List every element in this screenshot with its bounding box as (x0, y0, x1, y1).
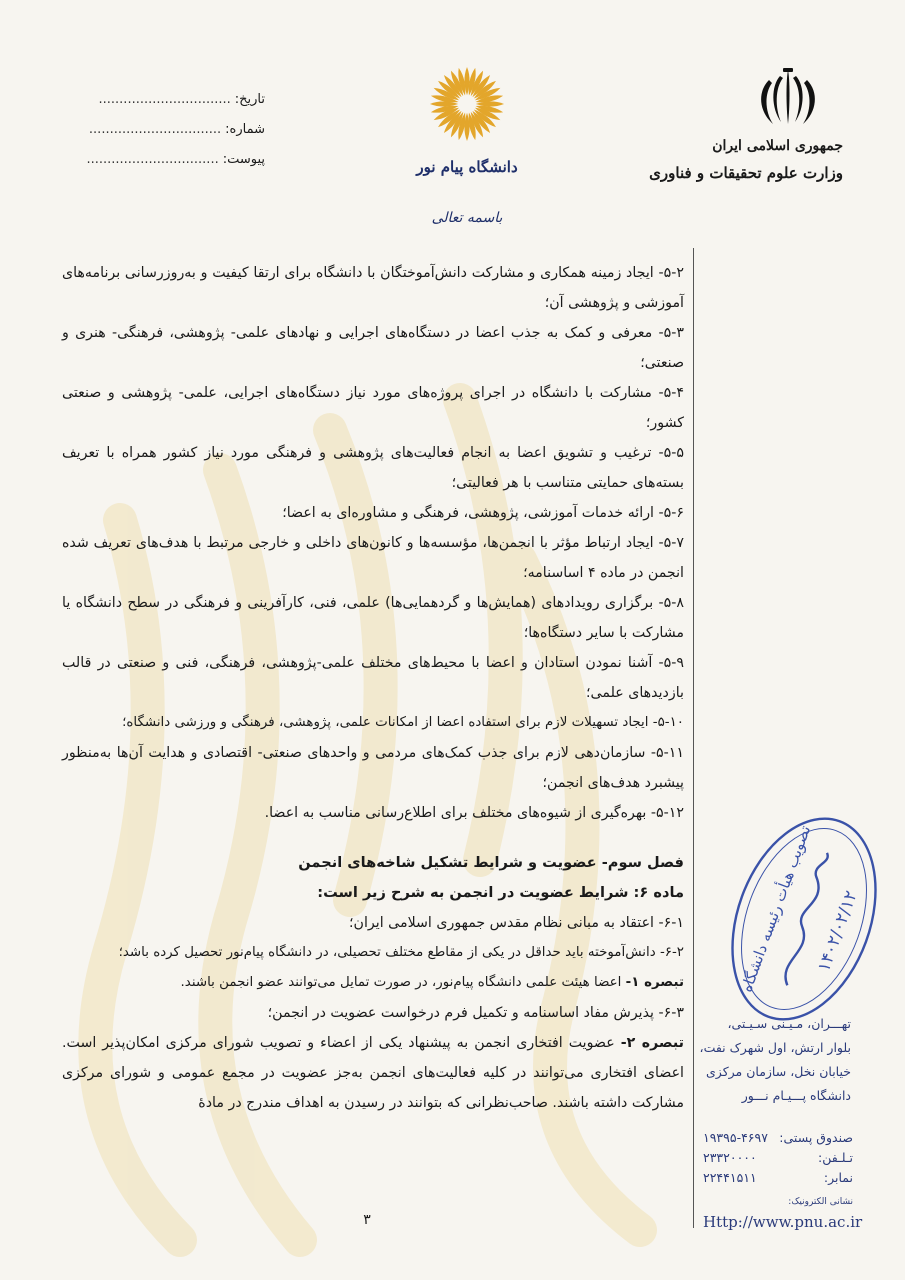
note-1 (62, 968, 684, 998)
list-item: ۵-۴- مشارکت با دانشگاه در اجرای پروژه‌های مورد نیاز دستگاه‌های اجرایی، علمی- پژوهشی و صنعتی کشور؛ (62, 385, 684, 431)
phone-label: تـلـفن: (818, 1150, 853, 1165)
attachment-dots: ................................ (86, 152, 219, 167)
list-item: ۵-۳- معرفی و کمک به جذب اعضا در دستگاه‌های اجرایی و نهادهای علمی- پژوهشی، فرهنگی- هنری و صنعتی؛ (62, 325, 684, 371)
iran-emblem-icon (753, 66, 823, 128)
attachment-field (86, 152, 265, 167)
list-item: ۵-۱۰- ایجاد تسهیلات لازم برای استفاده اعضا از امکانات علمی، پژوهشی، فرهنگی و ورزشی دانشگاه؛ (122, 715, 684, 730)
list-item: ۵-۶- ارائه خدمات آموزشی، پژوهشی، فرهنگی و مشاوره‌ای به اعضا؛ (282, 505, 684, 521)
list-item: ۵-۷- ایجاد ارتباط مؤثر با انجمن‌ها، مؤسسه‌ها و کانون‌های داخلی و خارجی مرتبط با هدف‌های تعریف شده انجمن در ماده ۴ اساسنامه؛ (62, 535, 684, 581)
po-box-row (703, 1128, 853, 1148)
document-body (62, 258, 684, 1118)
sidebar-address (699, 1012, 851, 1108)
fax-label: نمابر: (823, 1170, 853, 1185)
list-item: ۵-۵- ترغیب و تشویق اعضا به انجام فعالیت‌های پژوهشی و فرهنگی مورد نیاز کشور همراه با تعریف بسته‌های حمایتی متناسب با هر فعالیتی؛ (62, 445, 684, 491)
article-item: ۶-۳- پذیرش مفاد اساسنامه و تکمیل فرم درخواست عضویت در انجمن؛ (267, 1005, 684, 1021)
page-number: ۳ (363, 1212, 371, 1228)
note-2 (62, 1028, 684, 1118)
university-name: دانشگاه پیام نور (416, 158, 518, 176)
pnu-logo-icon (428, 65, 506, 143)
list-item: ۵-۱۱- سازمان‌دهی لازم برای جذب کمک‌های مردمی و واحدهای صنعتی- اقتصادی و هدایت آن‌ها به‌منظور پیشبرد هدف‌های انجمن؛ (62, 745, 684, 791)
phone-row (703, 1148, 853, 1168)
list-item: ۵-۱۲- بهره‌گیری از شیوه‌های مختلف برای اطلاع‌رسانی مناسب به اعضا. (264, 805, 684, 821)
note-1-text: اعضا هیئت علمی دانشگاه پیام‌نور، در صورت تمایل می‌توانند عضو انجمن باشند. (180, 975, 626, 990)
date-dots: ................................ (98, 92, 231, 107)
address-line: تهـــران، مـیـنی سـیـتی، (727, 1016, 851, 1031)
government-name: جمهوری اسلامی ایران (712, 138, 843, 154)
attachment-label: پیوست: (222, 152, 265, 167)
article-item: ۶-۲- دانش‌آموخته باید حداقل در یکی از مقاطع مختلف تحصیلی، در دانشگاه پیام‌نور تحصیل کرده باشد؛ (118, 945, 684, 960)
number-label: شماره: (225, 122, 265, 137)
approval-stamp (716, 808, 891, 1030)
ministry-name: وزارت علوم تحقیقات و فناوری (649, 164, 843, 182)
vertical-divider (693, 248, 694, 1228)
address-line: خیابان نخل، سازمان مرکزی (706, 1064, 851, 1079)
email-label: نشانی الکترونیک: (788, 1197, 853, 1207)
address-line: دانشگاه پـــیـام نـــور (741, 1088, 851, 1103)
number-field (88, 122, 265, 137)
address-line: بلوار ارتش، اول شهرک نفت، (699, 1040, 851, 1055)
po-box-label: صندوق پستی: (779, 1130, 853, 1145)
list-item: ۵-۸- برگزاری رویدادهای (همایش‌ها و گردهمایی‌ها) علمی، فنی، کارآفرینی و فرهنگی در سطح دانشگاه یا مشارکت با سایر دستگاه‌ها؛ (62, 595, 684, 641)
date-label: تاریخ: (234, 92, 265, 107)
date-field (95, 92, 265, 107)
section-gap (62, 828, 684, 848)
number-dots: ................................ (88, 122, 222, 137)
note-2-text: عضویت افتخاری انجمن به پیشنهاد یکی از اعضاء و تصویب شورای مرکزی امکان‌پذیر است. اعضای افتخاری می‌توانند در کلیه فعالیت‌های انجمن به‌جز عضویت در مجمع عمومی و شورای مرکزی مشارکت داشته باشند. صاحب‌نظرانی که بتوانند در رسیدن به اهداف مندرج در مادهٔ (62, 1035, 684, 1111)
note-1-label: تبصره ۱- (625, 975, 684, 990)
sidebar-contact (703, 1128, 853, 1212)
list-item: ۵-۲- ایجاد زمینه همکاری و مشارکت دانش‌آموختگان با دانشگاه برای ارتقا کیفیت و به‌روزرسانی برنامه‌های آموزشی و پژوهشی آن؛ (62, 265, 684, 311)
article-heading: ماده ۶: شرایط عضویت در انجمن به شرح زیر است: (317, 884, 684, 901)
chapter-heading: فصل سوم- عضویت و شرایط تشکیل شاخه‌های انجمن (298, 854, 684, 871)
stamp-title: تصویب هیأت رئیسه دانشگاه (737, 823, 815, 995)
website-link[interactable]: Http://www.pnu.ac.ir (703, 1213, 863, 1231)
fax-value: ۲۲۴۴۱۵۱۱ (703, 1170, 757, 1185)
note-2-label: تبصره ۲- (620, 1035, 685, 1051)
list-item: ۵-۹- آشنا نمودن استادان و اعضا با محیط‌های مختلف علمی-پژوهشی، فرهنگی، فنی و صنعتی در قالب بازدیدهای علمی؛ (62, 655, 684, 701)
phone-value: ۲۳۳۲۰۰۰۰ (703, 1150, 757, 1165)
fax-row (703, 1168, 853, 1188)
stamp-date: ۱۴۰۲/۰۲/۱۲ (813, 888, 862, 975)
bismillah: باسمه تعالی (431, 210, 503, 226)
article-item: ۶-۱- اعتقاد به مبانی نظام مقدس جمهوری اسلامی ایران؛ (349, 915, 684, 931)
po-box-value: ۱۹۳۹۵-۴۶۹۷ (703, 1130, 768, 1145)
